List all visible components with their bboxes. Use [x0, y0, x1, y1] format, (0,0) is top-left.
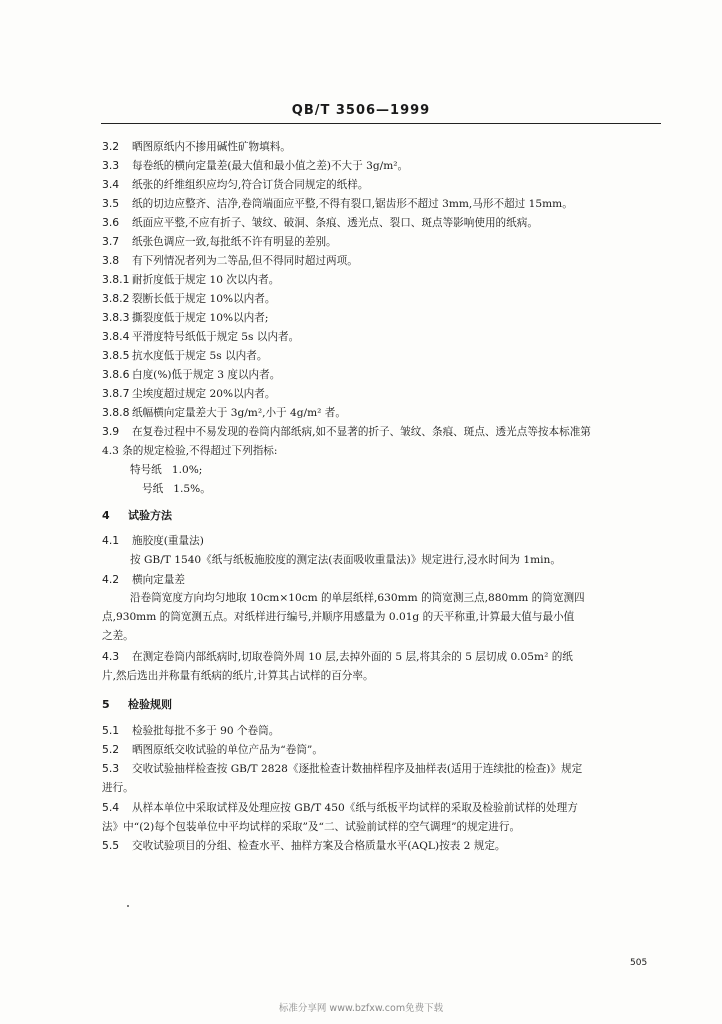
clause-5-1: [102, 724, 279, 738]
clause-4-2: [102, 573, 185, 587]
clause-number: 3.4: [102, 178, 120, 191]
clause-text: 交收试验抽样检查按 GB/T 2828《逐批检查计数抽样程序及抽样表(适用于连续批的检查)》规定: [132, 763, 583, 775]
clause-4-3-line-2: 片,然后选出并称量有纸病的纸片,计算其占试样的百分率。: [102, 670, 374, 682]
clause-text: 纸张的纤维组织应均匀,符合订货合同规定的纸样。: [132, 179, 369, 191]
clause-3-3: [102, 159, 408, 173]
clause-number: 5.2: [102, 743, 120, 756]
header-rule: [101, 123, 661, 124]
clause-text: 裂断长低于规定 10%以内者。: [132, 293, 276, 305]
clause-number: 3.9: [102, 425, 120, 438]
clause-text: 在测定卷筒内部纸病时,切取卷筒外周 10 层,去掉外面的 5 层,将其余的 5 层切成 0.05m² 的纸: [132, 651, 573, 663]
clause-number: 4.3: [102, 650, 120, 663]
clause-number: 5.3: [102, 762, 120, 775]
section-number: 5: [102, 698, 110, 711]
section-number: 4: [102, 509, 110, 522]
clause-text: 纸面应平整,不应有折子、皱纹、破洞、条痕、透光点、裂口、斑点等影响使用的纸病。: [132, 217, 538, 229]
clause-5-5: [102, 839, 506, 853]
clause-3-8-1: [102, 273, 279, 287]
clause-text: 有下列情况者列为二等品,但不得同时超过两项。: [132, 255, 358, 267]
clause-text: 撕裂度低于规定 10%以内者;: [132, 312, 269, 324]
page-number: 505: [630, 958, 648, 968]
header-standard-code: QB/T 3506—1999: [291, 103, 431, 118]
clause-number: 3.8: [102, 254, 120, 267]
limit-grade: [142, 482, 211, 496]
clause-number: 3.8.5: [102, 349, 130, 362]
clause-text: 抗水度低于规定 5s 以内者。: [132, 350, 268, 362]
clause-3-8-5: [102, 349, 267, 363]
clause-text: 在复卷过程中不易发现的卷筒内部纸病,如不显著的折子、皱纹、条痕、斑点、透光点等按本标准第: [132, 426, 591, 438]
clause-4-3: [102, 650, 573, 664]
clause-number: 3.8.7: [102, 387, 130, 400]
clause-text: 晒图原纸内不掺用碱性矿物填料。: [132, 141, 291, 153]
clause-4-2-line-2: 点,930mm 的筒宽测五点。对纸样进行编号,并顺序用感量为 0.01g 的天平称重,计算最大值与最小值: [102, 611, 575, 623]
clause-4-1: [102, 534, 204, 548]
clause-text: 纸的切边应整齐、洁净,卷筒端面应平整,不得有裂口,锯齿形不超过 3mm,马形不超过 15mm。: [132, 198, 573, 210]
clause-number: 3.8.6: [102, 368, 130, 381]
clause-3-5: [102, 197, 573, 211]
clause-text: 耐折度低于规定 10 次以内者。: [132, 274, 280, 286]
clause-number: 3.8.8: [102, 406, 130, 419]
section-title: 试验方法: [128, 509, 172, 522]
clause-number: 3.8.1: [102, 273, 130, 286]
clause-4-2-line-3: 之差。: [102, 630, 134, 642]
clause-4-1-body: 按 GB/T 1540《纸与纸板施胶度的测定法(表面吸收重量法)》规定进行,浸水时间为 1min。: [130, 554, 561, 566]
clause-number: 3.3: [102, 159, 120, 172]
clause-3-7: [102, 235, 337, 249]
scan-speck: [127, 905, 129, 907]
clause-text: 从样本单位中采取试样及处理应按 GB/T 450《纸与纸板平均试样的采取及检验前试样的处理方: [132, 802, 578, 814]
limit-special-grade: [130, 463, 202, 477]
clause-4-2-line-1: 沿卷筒宽度方向均匀地取 10cm×10cm 的单层纸样,630mm 的筒宽测三点,880mm 的筒宽测四: [130, 592, 585, 604]
clause-number: 3.5: [102, 197, 120, 210]
clause-text: 尘埃度超过规定 20%以内者。: [132, 388, 276, 400]
clause-5-4-line-2: 法》中“(2)每个包装单位中平均试样的采取”及“二、试验前试样的空气调理”的规定进行。: [102, 821, 521, 833]
clause-5-4: [102, 801, 578, 815]
limit-value: 1.0%;: [171, 464, 203, 476]
clause-text: 晒图原纸交收试验的单位产品为“卷筒”。: [132, 744, 323, 756]
clause-number: 3.8.2: [102, 292, 130, 305]
clause-text: 纸幅横向定量差大于 3g/m²,小于 4g/m² 者。: [132, 407, 346, 419]
limit-label: 特号纸: [130, 464, 162, 476]
clause-number: 3.8.3: [102, 311, 130, 324]
clause-number: 5.4: [102, 801, 120, 814]
clause-number: 3.6: [102, 216, 120, 229]
clause-title: 施胶度(重量法): [132, 535, 204, 547]
clause-3-9: [102, 425, 591, 439]
clause-3-6: [102, 216, 538, 230]
clause-3-8-8: [102, 406, 346, 420]
clause-number: 4.1: [102, 534, 120, 547]
clause-text: 平滑度特号纸低于规定 5s 以内者。: [132, 331, 300, 343]
section-4-heading: [102, 509, 172, 523]
clause-3-8-2: [102, 292, 275, 306]
clause-3-9-continuation: 4.3 条的规定检验,不得超过下列指标:: [102, 445, 278, 457]
clause-5-3: [102, 762, 582, 776]
clause-3-8-7: [102, 387, 275, 401]
clause-3-8-4: [102, 330, 299, 344]
clause-title: 横向定量差: [132, 574, 185, 586]
clause-3-8-6: [102, 368, 280, 382]
section-5-heading: [102, 698, 172, 712]
clause-text: 每卷纸的横向定量差(最大值和最小值之差)不大于 3g/m²。: [132, 160, 409, 172]
clause-3-4: [102, 178, 368, 192]
limit-label: 号纸: [142, 483, 164, 495]
clause-text: 纸张色调应一致,每批纸不许有明显的差别。: [132, 236, 337, 248]
clause-text: 交收试验项目的分组、检查水平、抽样方案及合格质量水平(AQL)按表 2 规定。: [132, 840, 506, 852]
clause-number: 3.2: [102, 140, 120, 153]
section-title: 检验规则: [128, 698, 172, 711]
clause-3-8: [102, 254, 358, 268]
clause-number: 5.1: [102, 724, 120, 737]
clause-text: 白度(%)低于规定 3 度以内者。: [132, 369, 281, 381]
watermark-footer: 标准分享网 www.bzfxw.com免费下载: [278, 1003, 444, 1014]
clause-3-2: [102, 140, 291, 154]
clause-number: 5.5: [102, 839, 120, 852]
limit-value: 1.5%。: [173, 483, 211, 495]
clause-number: 3.8.4: [102, 330, 130, 343]
clause-text: 检验批每批不多于 90 个卷筒。: [132, 725, 280, 737]
clause-number: 3.7: [102, 235, 120, 248]
clause-5-3-line-2: 进行。: [102, 782, 134, 794]
clause-3-8-3: [102, 311, 268, 325]
clause-number: 4.2: [102, 573, 120, 586]
clause-5-2: [102, 743, 323, 757]
